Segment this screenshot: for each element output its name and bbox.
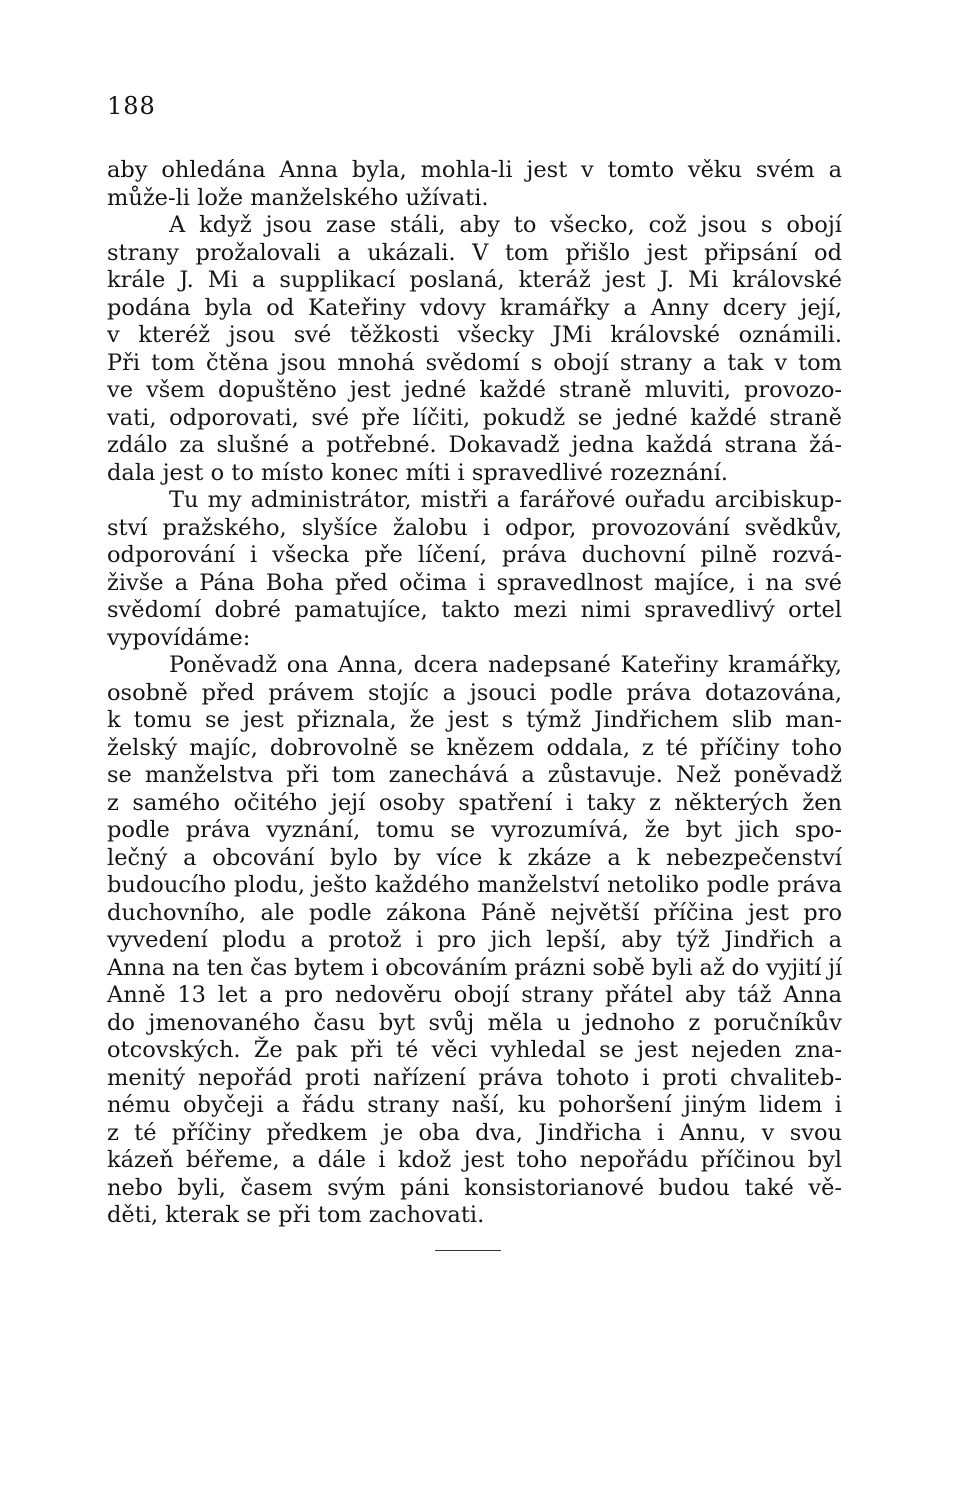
text-line: živše a Pána Boha před očima i spravedlnost majíce, i na své bbox=[107, 569, 842, 596]
text-line: Tu my administrátor, mistři a farářové ouřadu arcibiskup- bbox=[169, 487, 842, 513]
body-text bbox=[107, 157, 842, 1230]
text-line: nému obyčeji a řádu strany naší, ku pohoršení jiným lidem i bbox=[107, 1092, 842, 1118]
text-line: Anně 13 let a pro nedověru obojí strany přátel aby táž Anna bbox=[107, 982, 842, 1008]
text-line: v kteréž jsou své těžkosti všecky JMi královské oznámili. bbox=[107, 322, 842, 348]
text-line: nebo byli, časem svým páni konsistorianové budou také vě- bbox=[107, 1174, 842, 1201]
page-number: 188 bbox=[107, 92, 156, 120]
text-line: odporování i všecka pře líčení, práva duchovní pilně rozvá- bbox=[107, 542, 842, 568]
text-line: aby ohledána Anna byla, mohla-li jest v tomto věku svém a bbox=[107, 157, 842, 183]
text-line: budoucího plodu, ješto každého manželství netoliko podle práva bbox=[107, 872, 842, 898]
text-line: Při tom čtěna jsou mnohá svědomí s obojí strany a tak v tom bbox=[107, 349, 842, 376]
text-line: podle práva vyznání, tomu se vyrozumívá, že byt jich spo- bbox=[107, 817, 842, 843]
text-line: otcovských. Že pak při té věci vyhledal se jest nejeden zna- bbox=[107, 1037, 842, 1063]
text-line: vyvedení plodu a protož i pro jich lepší, aby týž Jindřich a bbox=[107, 927, 842, 953]
text-line: lečný a obcování bylo by více k zkáze a k nebezpečenství bbox=[107, 844, 842, 871]
text-line: vypovídáme: bbox=[107, 624, 251, 651]
text-line: může-li lože manželského užívati. bbox=[107, 184, 489, 211]
text-line: Anna na ten čas bytem i obcováním prázni sobě byli až do vyjití jí bbox=[107, 954, 842, 981]
text-line: kázeň béřeme, a dále i kdož jest toho nepořádu příčinou byl bbox=[107, 1147, 842, 1173]
text-line: svědomí dobré pamatujíce, takto mezi nimi spravedlivý ortel bbox=[107, 597, 842, 623]
text-line: Poněvadž ona Anna, dcera nadepsané Kateřiny kramářky, bbox=[169, 652, 842, 678]
text-line: z té příčiny předkem je oba dva, Jindřicha i Annu, v svou bbox=[107, 1119, 842, 1146]
text-line: z samého očitého její osoby spatření i taky z některých žen bbox=[107, 789, 842, 816]
text-line: duchovního, ale podle zákona Páně největší příčina jest pro bbox=[107, 899, 842, 926]
text-line: se manželstva při tom zanechává a zůstavuje. Než poněvadž bbox=[107, 762, 842, 788]
text-line: želský majíc, dobrovolně se knězem oddala, z té příčiny toho bbox=[107, 734, 842, 761]
text-line: A když jsou zase stáli, aby to všecko, což jsou s obojí bbox=[169, 212, 842, 238]
section-divider bbox=[435, 1250, 501, 1251]
text-line: podána byla od Kateřiny vdovy kramářky a Anny dcery její, bbox=[107, 294, 842, 321]
text-line: ve všem dopuštěno jest jedné každé straně mluviti, provozo- bbox=[107, 377, 842, 403]
text-line: do jmenovaného času byt svůj měla u jednoho z poručníkův bbox=[107, 1009, 842, 1036]
text-line: menitý nepořád proti nařízení práva tohoto i proti chvaliteb- bbox=[107, 1064, 842, 1091]
text-line: krále J. Mi a supplikací poslaná, kteráž jest J. Mi královské bbox=[107, 267, 842, 293]
text-line: ství pražského, slyšíce žalobu i odpor, provozování svědkův, bbox=[107, 514, 842, 541]
text-line: děti, kterak se při tom zachovati. bbox=[107, 1202, 485, 1228]
text-line: k tomu se jest přiznala, že jest s týmž Jindřichem slib man- bbox=[107, 707, 842, 733]
text-line: osobně před právem stojíc a jsouci podle práva dotazována, bbox=[107, 679, 842, 706]
text-line: strany prožalovali a ukázali. V tom přišlo jest připsání od bbox=[107, 239, 842, 266]
text-line: dala jest o to místo konec míti i spravedlivé rozeznání. bbox=[107, 459, 729, 486]
text-line: zdálo za slušné a potřebné. Dokavadž jedna každá strana žá- bbox=[107, 432, 842, 458]
text-line: vati, odporovati, své pře líčiti, pokudž se jedné každé straně bbox=[107, 404, 842, 431]
